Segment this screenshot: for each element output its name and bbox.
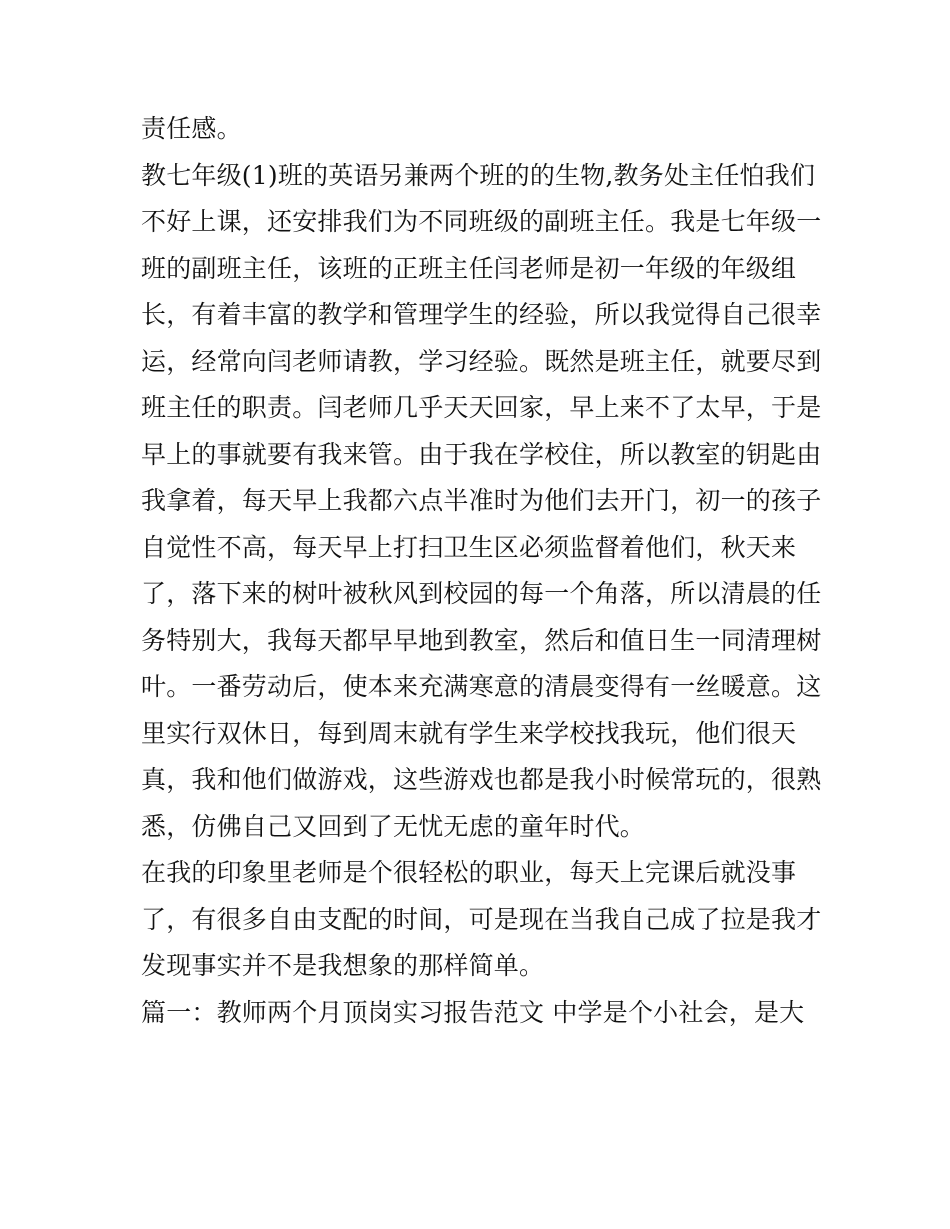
text-line: 里实行双休日，每到周末就有学生来学校找我玩，他们很天 bbox=[141, 718, 797, 748]
body-text bbox=[141, 106, 821, 1036]
text-line: 运，经常向闫老师请教，学习经验。既然是班主任，就要尽到 bbox=[141, 346, 822, 376]
text-line: 早上的事就要有我来管。由于我在学校住，所以教室的钥匙由 bbox=[141, 439, 822, 469]
text-line: 叶。一番劳动后，使本来充满寒意的清晨变得有一丝暖意。这 bbox=[141, 672, 822, 701]
text-line: 长，有着丰富的教学和管理学生的经验，所以我觉得自己很幸 bbox=[141, 300, 822, 329]
text-line: 了，落下来的树叶被秋风到校园的每一个角落，所以清晨的任 bbox=[141, 579, 822, 608]
text-line: 教七年级(1)班的英语另兼两个班的的生物,教务处主任怕我们 bbox=[141, 160, 816, 190]
text-line: 班主任的职责。闫老师几乎天天回家，早上来不了太早，于是 bbox=[141, 393, 822, 422]
text-line: 悉，仿佛自己又回到了无忧无虑的童年时代。 bbox=[141, 811, 646, 841]
text-line: 篇一：教师两个月顶岗实习报告范文 中学是个小社会，是大 bbox=[141, 997, 805, 1027]
text-line: 责任感。 bbox=[141, 114, 242, 143]
text-line: 了，有很多自由支配的时间，可是现在当我自己成了拉是我才 bbox=[141, 904, 822, 934]
text-line: 在我的印象里老师是个很轻松的职业，每天上完课后就没事 bbox=[141, 858, 797, 887]
text-line: 务特别大，我每天都早早地到教室，然后和值日生一同清理树 bbox=[141, 625, 822, 655]
text-line: 发现事实并不是我想象的那样简单。 bbox=[141, 951, 545, 980]
text-line: 不好上课，还安排我们为不同班级的副班主任。我是七年级一 bbox=[141, 207, 822, 236]
text-line: 自觉性不高，每天早上打扫卫生区必须监督着他们，秋天来 bbox=[141, 532, 797, 562]
text-line: 真，我和他们做游戏，这些游戏也都是我小时候常玩的，很熟 bbox=[141, 765, 822, 794]
text-line: 我拿着，每天早上我都六点半准时为他们去开门，初一的孩子 bbox=[141, 486, 822, 515]
text-line: 班的副班主任，该班的正班主任闫老师是初一年级的年级组 bbox=[141, 253, 797, 283]
